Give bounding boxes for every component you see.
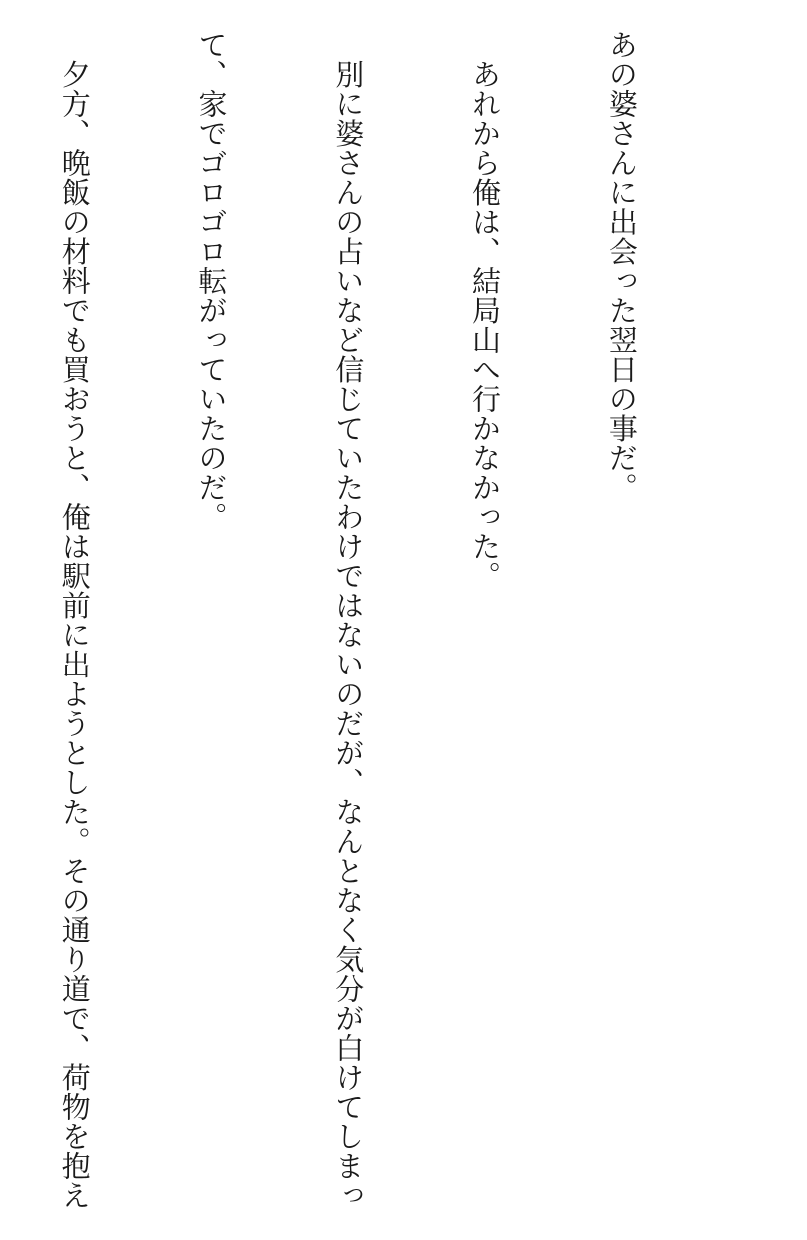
text-line: 夕方、晩飯の材料でも買おうと、俺は駅前に出ようとした。その通り道で、荷物を抱え <box>57 30 92 1210</box>
text-line: て、家でゴロゴロ転がっていたのだ。 <box>194 30 229 532</box>
text-line: あれから俺は、結局山へ行かなかった。 <box>468 30 503 591</box>
text-line: 別に婆さんの占いなど信じていたわけではないのだが、なんとなく気分が白けてしまっ <box>331 30 366 1210</box>
text-line: あの婆さんに出会った翌日の事だ。 <box>604 30 639 502</box>
vertical-text-body <box>0 30 735 1210</box>
